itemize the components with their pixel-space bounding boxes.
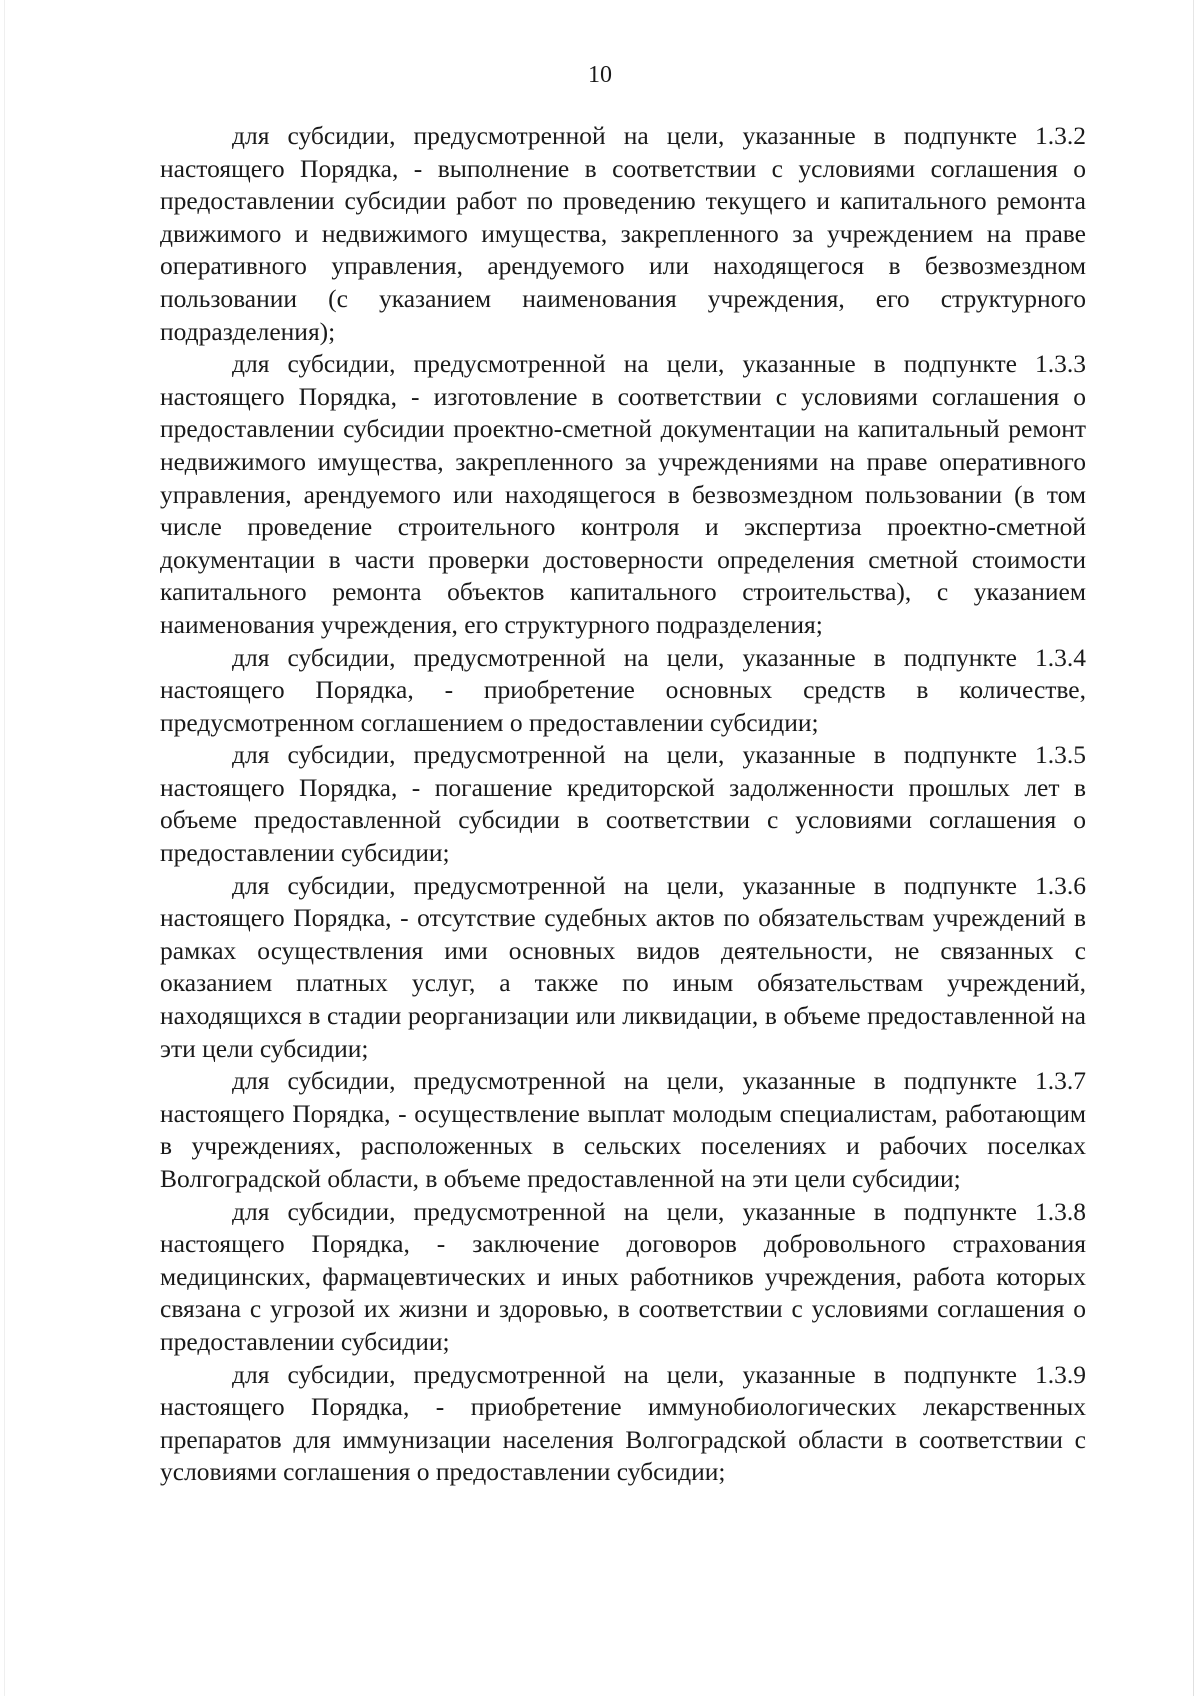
paragraph-1-3-6: для субсидии, предусмотренной на цели, указанные в подпункте 1.3.6 настоящего Порядка, - отсутствие судебных актов по обязательствам учреждений в рамках осуществления ими основных видов деятельности, не связанных с оказанием платных услуг, а также по иным обязательствам учреждений, находящихся в стадии реорганизации или ликвидации, в объеме предоставленной на эти цели субсидии;	[160, 870, 1086, 1063]
page-number: 10	[588, 62, 612, 88]
scan-edge-right	[1193, 0, 1194, 1696]
paragraph-1-3-9: для субсидии, предусмотренной на цели, указанные в подпункте 1.3.9 настоящего Порядка, - приобретение иммунобиологических лекарственных препаратов для иммунизации населения Волгоградской области в соответствии с условиями соглашения о предоставлении субсидии;	[160, 1359, 1086, 1487]
scan-edge-left	[4, 0, 5, 1696]
paragraph-1-3-8: для субсидии, предусмотренной на цели, указанные в подпункте 1.3.8 настоящего Порядка, - заключение договоров добровольного страхования медицинских, фармацевтических и иных работников учреждения, работа которых связана с угрозой их жизни и здоровью, в соответствии с условиями соглашения о предоставлении субсидии;	[160, 1196, 1086, 1356]
paragraph-1-3-7: для субсидии, предусмотренной на цели, указанные в подпункте 1.3.7 настоящего Порядка, - осуществление выплат молодым специалистам, работающим в учреждениях, расположенных в сельских поселениях и рабочих поселках Волгоградской области, в объеме предоставленной на эти цели субсидии;	[160, 1066, 1086, 1193]
paragraph-1-3-4: для субсидии, предусмотренной на цели, указанные в подпункте 1.3.4 настоящего Порядка, - приобретение основных средств в количестве, предусмотренном соглашением о предоставлении субсидии;	[160, 642, 1086, 737]
paragraph-1-3-5: для субсидии, предусмотренной на цели, указанные в подпункте 1.3.5 настоящего Порядка, - погашение кредиторской задолженности прошлых лет в объеме предоставленной субсидии в соответствии с условиями соглашения о предоставлении субсидии;	[160, 740, 1086, 868]
paragraph-1-3-3: для субсидии, предусмотренной на цели, указанные в подпункте 1.3.3 настоящего Порядка, - изготовление в соответствии с условиями соглашения о предоставлении субсидии проектно-сметной документации на капитальный ремонт недвижимого имущества, закрепленного за учреждениями на праве оперативного управления, арендуемого или находящегося в безвозмездном пользовании (в том числе проведение строительного контроля и экспертиза проектно-сметной документации в части проверки достоверности определения сметной стоимости капитального ремонта объектов капитального строительства), с указанием наименования учреждения, его структурного подразделения;	[160, 349, 1086, 639]
paragraph-1-3-2: для субсидии, предусмотренной на цели, указанные в подпункте 1.3.2 настоящего Порядка, - выполнение в соответствии с условиями соглашения о предоставлении субсидии работ по проведению текущего и капитального ремонта движимого и недвижимого имущества, закрепленного за учреждением на праве оперативного управления, арендуемого или находящегося в безвозмездном пользовании (с указанием наименования учреждения, его структурного подразделения);	[160, 121, 1086, 346]
document-body	[160, 120, 1086, 1489]
